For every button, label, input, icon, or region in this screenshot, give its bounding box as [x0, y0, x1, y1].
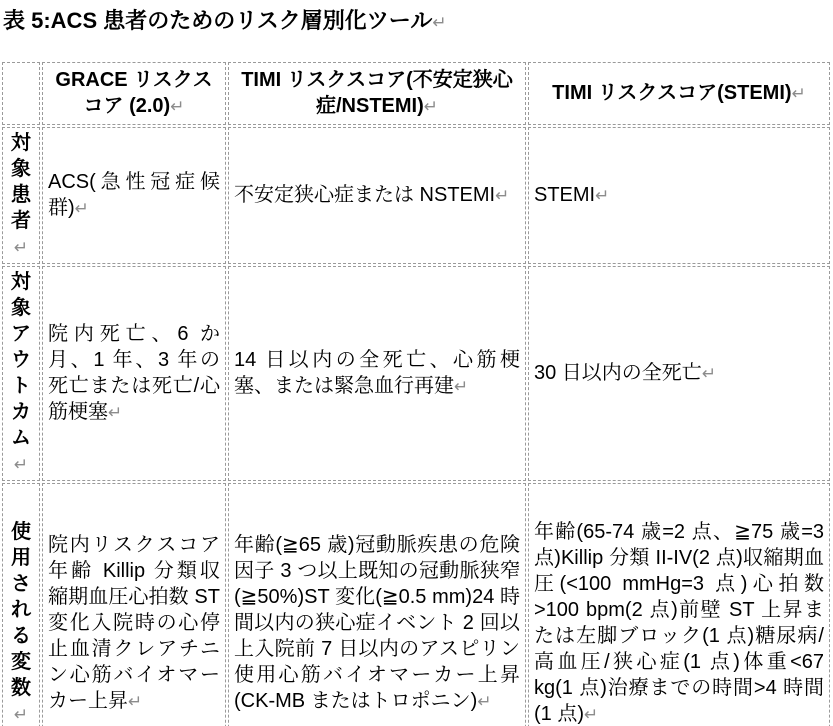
cell-patients-grace-text: ACS(急性冠症候群)	[48, 171, 220, 219]
row-label-variables	[2, 483, 40, 726]
return-mark: ↵	[13, 704, 29, 724]
row-label-outcomes-text: 対象アウトカム	[11, 271, 31, 449]
cell-patients-timi-nstemi	[228, 127, 526, 264]
cell-patients-grace	[42, 127, 226, 264]
table-row-outcomes	[2, 266, 830, 481]
return-mark: ↵	[791, 84, 806, 103]
risk-stratification-table	[0, 60, 832, 726]
return-mark: ↵	[477, 691, 492, 711]
cell-outcomes-grace	[42, 266, 226, 481]
cell-variables-grace-text: 院内リスクスコア年齢 Killip 分類収縮期血圧心拍数 ST 変化入院時の心停止血清クレアチニン心筋バイオマーカー上昇	[48, 533, 220, 712]
col-header-grace-text: GRACE リスクスコア (2.0)	[55, 69, 213, 117]
cell-variables-grace	[42, 483, 226, 726]
cell-variables-timi-stemi	[528, 483, 830, 726]
cell-variables-timi-nstemi-text: 年齢(≧65 歳)冠動脈疾患の危険因子 3 つ以上既知の冠動脈狭窄(≧50%)ST 変化(≧0.5 mm)24 時間以内の狭心症イベント 2 回以上入院前 7 日以内のアスピリン使用心筋バイオマーカー上昇(CK-MB またはトロポニン)	[234, 533, 520, 712]
cell-variables-timi-nstemi	[228, 483, 526, 726]
return-mark: ↵	[701, 364, 717, 383]
return-mark: ↵	[108, 403, 123, 422]
cell-patients-timi-stemi	[528, 127, 830, 264]
col-header-timi-stemi	[528, 62, 830, 125]
cell-patients-timi-nstemi-text: 不安定狭心症または NSTEMI	[234, 184, 496, 206]
cell-outcomes-grace-text: 院内死亡、6 か月、1 年、3 年の死亡または死亡/心筋梗塞	[48, 323, 220, 423]
return-mark: ↵	[128, 691, 143, 711]
cell-outcomes-timi-nstemi-text: 14 日以内の全死亡、心筋梗塞、または緊急血行再建	[234, 349, 520, 397]
col-header-timi-nstemi	[228, 62, 526, 125]
table-row-patients	[2, 127, 830, 264]
return-mark: ↵	[432, 13, 447, 32]
return-mark: ↵	[495, 186, 510, 205]
col-header-timi-stemi-text: TIMI リスクスコア(STEMI)	[552, 82, 792, 104]
return-mark: ↵	[595, 186, 610, 205]
cell-outcomes-timi-stemi-text: 30 日以内の全死亡	[534, 362, 702, 384]
col-header-timi-nstemi-text: TIMI リスクスコア(不安定狭心症/NSTEMI)	[241, 69, 513, 117]
corner-cell	[2, 62, 40, 125]
table-header-row	[2, 62, 830, 125]
col-header-grace	[42, 62, 226, 125]
row-label-patients	[2, 127, 40, 264]
return-mark: ↵	[423, 97, 439, 116]
return-mark: ↵	[13, 238, 29, 257]
table-row-variables	[2, 483, 830, 726]
cell-outcomes-timi-nstemi	[228, 266, 526, 481]
page-title	[0, 0, 833, 38]
cell-patients-timi-stemi-text: STEMI	[534, 184, 596, 206]
cell-variables-timi-stemi-text: 年齢(65-74 歳=2 点、≧75 歳=3 点)Killip 分類 II-IV(2 点)収縮期血圧(<100 mmHg=3 点)心拍数>100 bpm(2 点)前壁 ST 上昇または左脚ブロック(1 点)糖尿病/高血圧/狭心症(1 点)体重<67 kg(1 点)治療までの時間>4 時間(1 点)	[534, 520, 824, 725]
cell-outcomes-timi-stemi	[528, 266, 830, 481]
return-mark: ↵	[13, 455, 29, 474]
return-mark: ↵	[170, 97, 185, 116]
row-label-variables-text: 使用される変数	[11, 520, 31, 699]
page-title-text: 表 5:ACS 患者のためのリスク層別化ツール	[3, 8, 433, 33]
row-label-outcomes	[2, 266, 40, 481]
return-mark: ↵	[584, 704, 599, 724]
row-label-patients-text: 対象患者	[11, 132, 31, 232]
return-mark: ↵	[454, 377, 469, 396]
return-mark: ↵	[74, 199, 89, 218]
